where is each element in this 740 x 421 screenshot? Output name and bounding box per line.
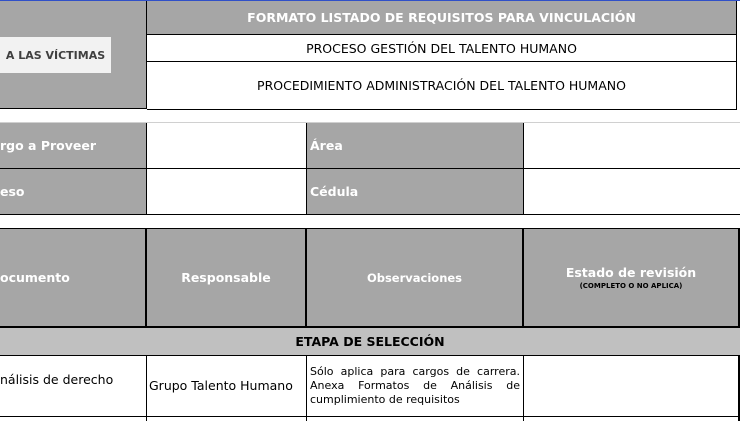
logo-box xyxy=(0,37,111,73)
logo-text: A LAS VÍCTIMAS xyxy=(5,48,106,62)
form-title: FORMATO LISTADO DE REQUISITOS PARA VINCULACIÓN xyxy=(147,1,737,35)
spacer-row xyxy=(0,110,740,123)
area-label-cell: Área xyxy=(307,123,524,169)
procedure-name: PROCEDIMIENTO ADMINISTRACIÓN DEL TALENTO HUMANO xyxy=(147,62,737,110)
ingreso-input[interactable] xyxy=(147,169,307,215)
col-header-responsable: Responsable xyxy=(147,229,307,328)
col-header-estado: Estado de revisión (COMPLETO O NO APLICA) xyxy=(524,229,740,328)
cedula-input[interactable] xyxy=(524,169,740,215)
process-name: PROCESO GESTIÓN DEL TALENTO HUMANO xyxy=(147,35,737,62)
ingreso-label-cell: eso xyxy=(0,169,147,215)
cargo-input[interactable] xyxy=(147,123,307,169)
spacer-row-2 xyxy=(0,215,740,229)
table-row xyxy=(0,356,740,421)
cell-observaciones: Sólo aplica para cargos de carrera. Anexa Formatos de Análisis de cumplimiento de requisitos xyxy=(307,356,524,421)
cargo-label-cell: rgo a Proveer xyxy=(0,123,147,169)
row-divider xyxy=(0,416,740,417)
cell-documento: nálisis de derecho xyxy=(0,356,147,421)
cell-responsable: Grupo Talento Humano xyxy=(147,356,307,421)
section-header: ETAPA DE SELECCIÓN xyxy=(0,328,740,356)
col-header-documento: ocumento xyxy=(0,229,147,328)
cell-estado[interactable] xyxy=(524,356,740,421)
area-input[interactable] xyxy=(524,123,740,169)
cedula-label-cell: Cédula xyxy=(307,169,524,215)
col-header-observaciones: Observaciones xyxy=(307,229,524,328)
